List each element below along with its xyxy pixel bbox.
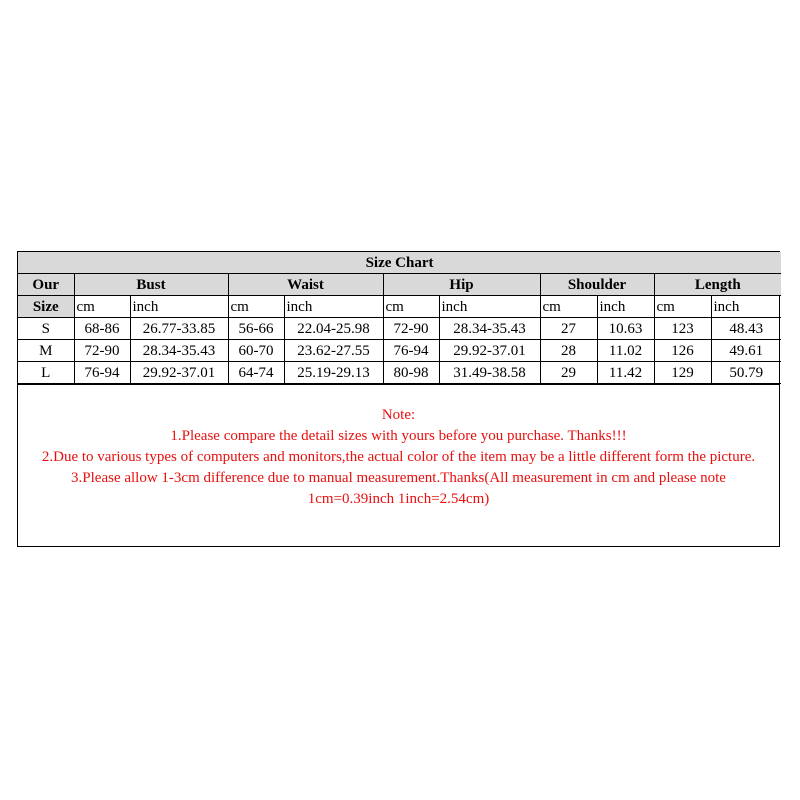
- title-row: [18, 252, 781, 274]
- hip-header: Hip: [383, 274, 540, 296]
- hip-inch-cell: 31.49-38.58: [439, 362, 540, 384]
- length-unit-inch: inch: [711, 296, 781, 318]
- bust-unit-inch: inch: [130, 296, 228, 318]
- bust-inch-cell: 26.77-33.85: [130, 318, 228, 340]
- notes-section: [18, 384, 779, 546]
- waist-inch-cell: 25.19-29.13: [284, 362, 383, 384]
- length-inch-cell: 49.61: [711, 340, 781, 362]
- size-table: [18, 252, 781, 384]
- hip-unit-inch: inch: [439, 296, 540, 318]
- waist-header: Waist: [228, 274, 383, 296]
- shoulder-cm-cell: 29: [540, 362, 597, 384]
- size-cell: L: [18, 362, 74, 384]
- table-row: [18, 362, 781, 384]
- length-header: Length: [654, 274, 781, 296]
- note-line-1: 1.Please compare the detail sizes with yours before you purchase. Thanks!!!: [170, 428, 627, 444]
- chart-title: Size Chart: [18, 252, 781, 274]
- size-cell: M: [18, 340, 74, 362]
- waist-cm-cell: 56-66: [228, 318, 284, 340]
- shoulder-cm-cell: 27: [540, 318, 597, 340]
- bust-inch-cell: 28.34-35.43: [130, 340, 228, 362]
- shoulder-inch-cell: 11.02: [597, 340, 654, 362]
- size-header-bottom: Size: [18, 296, 74, 318]
- bust-cm-cell: 76-94: [74, 362, 130, 384]
- length-inch-cell: 48.43: [711, 318, 781, 340]
- bust-cm-cell: 68-86: [74, 318, 130, 340]
- waist-cm-cell: 60-70: [228, 340, 284, 362]
- shoulder-header: Shoulder: [540, 274, 654, 296]
- bust-unit-cm: cm: [74, 296, 130, 318]
- size-chart: [17, 251, 780, 547]
- bust-cm-cell: 72-90: [74, 340, 130, 362]
- waist-inch-cell: 23.62-27.55: [284, 340, 383, 362]
- size-header-top: Our: [18, 274, 74, 296]
- shoulder-inch-cell: 11.42: [597, 362, 654, 384]
- shoulder-cm-cell: 28: [540, 340, 597, 362]
- hip-cm-cell: 72-90: [383, 318, 439, 340]
- note-line-2: 2.Due to various types of computers and monitors,the actual color of the item may be a little different form the picture.: [41, 449, 756, 465]
- length-inch-cell: 50.79: [711, 362, 781, 384]
- group-header-row: [18, 274, 781, 296]
- hip-inch-cell: 29.92-37.01: [439, 340, 540, 362]
- length-unit-cm: cm: [654, 296, 711, 318]
- waist-unit-cm: cm: [228, 296, 284, 318]
- note-heading: Note:: [381, 407, 416, 423]
- table-row: [18, 340, 781, 362]
- length-cm-cell: 129: [654, 362, 711, 384]
- table-row: [18, 318, 781, 340]
- size-cell: S: [18, 318, 74, 340]
- hip-cm-cell: 76-94: [383, 340, 439, 362]
- hip-cm-cell: 80-98: [383, 362, 439, 384]
- waist-inch-cell: 22.04-25.98: [284, 318, 383, 340]
- shoulder-inch-cell: 10.63: [597, 318, 654, 340]
- shoulder-unit-cm: cm: [540, 296, 597, 318]
- waist-cm-cell: 64-74: [228, 362, 284, 384]
- length-cm-cell: 123: [654, 318, 711, 340]
- bust-inch-cell: 29.92-37.01: [130, 362, 228, 384]
- bust-header: Bust: [74, 274, 228, 296]
- length-cm-cell: 126: [654, 340, 711, 362]
- hip-unit-cm: cm: [383, 296, 439, 318]
- shoulder-unit-inch: inch: [597, 296, 654, 318]
- hip-inch-cell: 28.34-35.43: [439, 318, 540, 340]
- unit-header-row: [18, 296, 781, 318]
- waist-unit-inch: inch: [284, 296, 383, 318]
- note-line-3: 3.Please allow 1-3cm difference due to manual measurement.Thanks(All measurement in cm and please note 1cm=0.39inch 1inch=2.54cm): [71, 470, 726, 507]
